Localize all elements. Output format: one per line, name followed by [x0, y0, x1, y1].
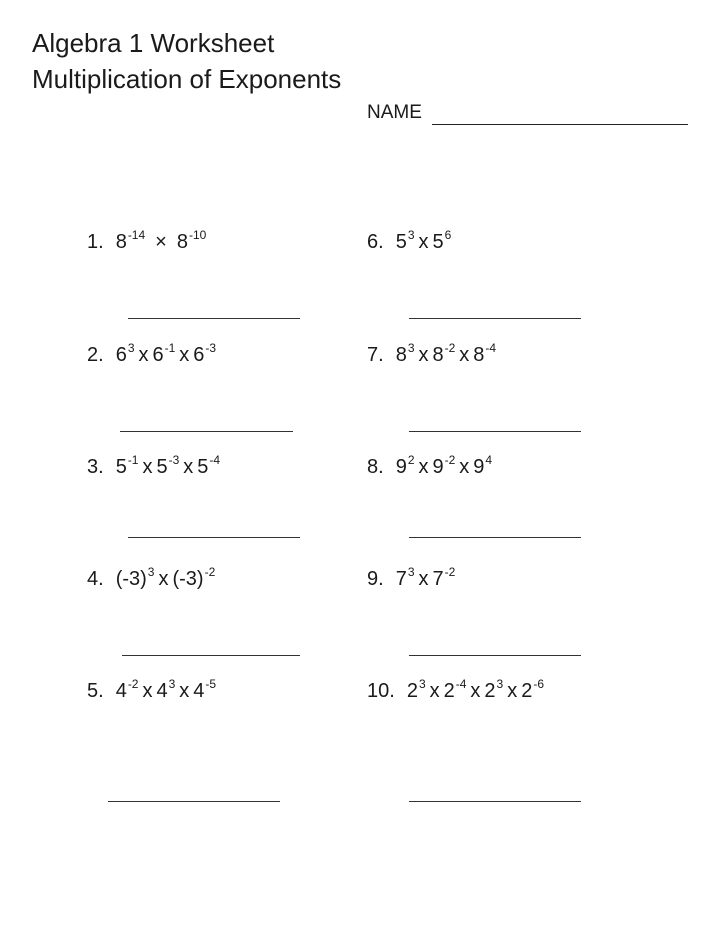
- base: 5: [115, 456, 127, 478]
- times-operator: ×: [155, 231, 167, 253]
- exponent: -10: [188, 228, 207, 242]
- power-term: [433, 455, 456, 481]
- power-term: [521, 679, 544, 705]
- base: 7: [395, 568, 407, 590]
- name-field-line[interactable]: [432, 124, 688, 125]
- power-term: [433, 567, 456, 593]
- base: (-3): [115, 568, 147, 590]
- answer-line-8[interactable]: [409, 537, 581, 538]
- base: 8: [115, 231, 127, 253]
- exponent: -1: [164, 341, 176, 355]
- problem-number: 5.: [87, 680, 104, 702]
- problem-10: [367, 679, 544, 705]
- times-operator: x: [158, 568, 169, 590]
- times-operator: x: [418, 231, 429, 253]
- power-term: [473, 455, 492, 481]
- base: 6: [152, 344, 164, 366]
- times-operator: x: [418, 568, 429, 590]
- times-operator: x: [418, 456, 429, 478]
- times-operator: x: [179, 344, 190, 366]
- problem-7: [367, 343, 496, 369]
- exponent: -6: [533, 677, 545, 691]
- base: 4: [115, 680, 127, 702]
- problem-number: 2.: [87, 344, 104, 366]
- base: 9: [432, 456, 444, 478]
- base: 9: [395, 456, 407, 478]
- base: 2: [406, 680, 418, 702]
- base: 5: [395, 231, 407, 253]
- power-term: [116, 455, 139, 481]
- base: 4: [193, 680, 205, 702]
- base: 7: [432, 568, 444, 590]
- worksheet-subtitle: Multiplication of Exponents: [32, 64, 342, 94]
- problem-1: [87, 230, 206, 256]
- base: 5: [432, 231, 444, 253]
- problem-number: 10.: [367, 680, 395, 702]
- exponent: 3: [496, 677, 504, 691]
- exponent: -2: [444, 565, 456, 579]
- power-term: [444, 679, 467, 705]
- base: 8: [473, 344, 485, 366]
- base: 8: [432, 344, 444, 366]
- problem-number: 4.: [87, 568, 104, 590]
- problem-6: [367, 230, 451, 256]
- power-term: [396, 230, 415, 256]
- exponent: 3: [407, 565, 415, 579]
- exponent: 2: [407, 453, 415, 467]
- answer-line-5[interactable]: [108, 801, 280, 802]
- exponent: 4: [485, 453, 493, 467]
- base: 4: [156, 680, 168, 702]
- times-operator: x: [183, 456, 194, 478]
- power-term: [396, 343, 415, 369]
- times-operator: x: [418, 344, 429, 366]
- exponent: 6: [444, 228, 452, 242]
- power-term: [116, 679, 139, 705]
- base: (-3): [172, 568, 204, 590]
- exponent: -3: [205, 341, 217, 355]
- power-term: [396, 567, 415, 593]
- times-operator: x: [142, 680, 153, 702]
- exponent: -4: [485, 341, 497, 355]
- power-term: [177, 230, 206, 256]
- problem-number: 1.: [87, 231, 104, 253]
- times-operator: x: [179, 680, 190, 702]
- exponent: -2: [204, 565, 216, 579]
- exponent: -1: [127, 453, 139, 467]
- power-term: [407, 679, 426, 705]
- problem-3: [87, 455, 220, 481]
- exponent: 3: [168, 677, 176, 691]
- name-label: NAME: [367, 102, 422, 123]
- power-term: [153, 343, 176, 369]
- power-term: [172, 567, 215, 593]
- answer-line-10[interactable]: [409, 801, 581, 802]
- times-operator: x: [459, 344, 470, 366]
- exponent: -2: [127, 677, 139, 691]
- power-term: [433, 343, 456, 369]
- times-operator: x: [429, 680, 440, 702]
- problem-8: [367, 455, 492, 481]
- exponent: 3: [407, 228, 415, 242]
- answer-line-4[interactable]: [122, 655, 300, 656]
- base: 2: [484, 680, 496, 702]
- problem-number: 8.: [367, 456, 384, 478]
- answer-line-2[interactable]: [120, 431, 293, 432]
- times-operator: x: [470, 680, 481, 702]
- answer-line-7[interactable]: [409, 431, 581, 432]
- problem-2: [87, 343, 216, 369]
- base: 2: [443, 680, 455, 702]
- power-term: [433, 230, 452, 256]
- base: 6: [115, 344, 127, 366]
- base: 9: [473, 456, 485, 478]
- times-operator: x: [142, 456, 153, 478]
- answer-line-3[interactable]: [128, 537, 300, 538]
- power-term: [193, 343, 216, 369]
- exponent: 3: [127, 341, 135, 355]
- base: 8: [176, 231, 188, 253]
- exponent: -4: [455, 677, 467, 691]
- power-term: [116, 343, 135, 369]
- problem-number: 9.: [367, 568, 384, 590]
- power-term: [396, 455, 415, 481]
- exponent: -14: [127, 228, 146, 242]
- problem-number: 3.: [87, 456, 104, 478]
- answer-line-9[interactable]: [409, 655, 581, 656]
- exponent: -2: [444, 341, 456, 355]
- worksheet-title: Algebra 1 Worksheet: [32, 28, 275, 58]
- base: 5: [156, 456, 168, 478]
- base: 8: [395, 344, 407, 366]
- exponent: -2: [444, 453, 456, 467]
- exponent: -4: [209, 453, 221, 467]
- base: 2: [521, 680, 533, 702]
- base: 5: [197, 456, 209, 478]
- power-term: [193, 679, 216, 705]
- exponent: -5: [205, 677, 217, 691]
- power-term: [473, 343, 496, 369]
- exponent: 3: [407, 341, 415, 355]
- power-term: [116, 230, 145, 256]
- answer-line-1[interactable]: [128, 318, 300, 319]
- problem-number: 7.: [367, 344, 384, 366]
- exponent: 3: [418, 677, 426, 691]
- times-operator: x: [138, 344, 149, 366]
- power-term: [484, 679, 503, 705]
- times-operator: x: [507, 680, 518, 702]
- power-term: [116, 567, 155, 593]
- problem-number: 6.: [367, 231, 384, 253]
- answer-line-6[interactable]: [409, 318, 581, 319]
- exponent: -3: [168, 453, 180, 467]
- exponent: 3: [147, 565, 155, 579]
- power-term: [156, 455, 179, 481]
- problem-4: [87, 567, 215, 593]
- times-operator: x: [459, 456, 470, 478]
- problem-5: [87, 679, 216, 705]
- power-term: [156, 679, 175, 705]
- base: 6: [193, 344, 205, 366]
- problem-9: [367, 567, 455, 593]
- power-term: [197, 455, 220, 481]
